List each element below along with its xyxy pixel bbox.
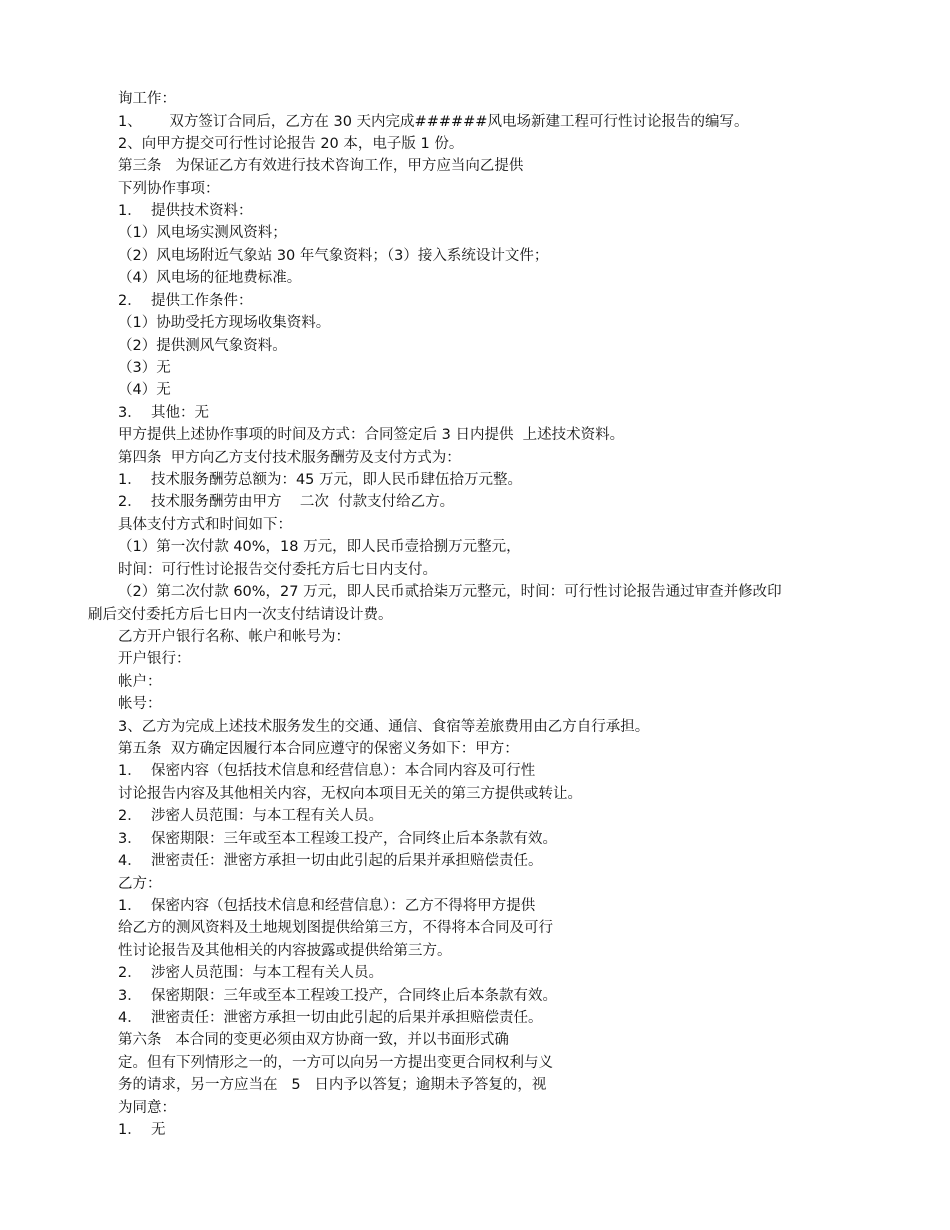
text-line: 甲方提供上述协作事项的时间及方式：合同签定后 3 日内提供 上述技术资料。 [118,427,625,443]
text-line: 帐户： [118,674,162,690]
text-line: （1）风电场实测风资料； [118,225,287,241]
text-line: （2）第二次付款 60%，27 万元，即人民币贰拾柒万元整元，时间：可行性讨论报告通过审查并修改印 [118,584,782,600]
text-line: 第六条 本合同的变更必须由双方协商一致，并以书面形式确 [118,1032,509,1048]
text-line: 1． 技术服务酬劳总额为：45 万元，即人民币肆伍拾万元整。 [118,472,523,488]
text-line: 时间：可行性讨论报告交付委托方后七日内支付。 [118,562,437,578]
text-line: 开户银行： [118,651,191,667]
text-line: 1、 双方签订合同后，乙方在 30 天内完成######风电场新建工程可行性讨论报告的编写。 [118,114,749,130]
text-line: 1． 保密内容（包括技术信息和经营信息）：本合同内容及可行性 [118,763,536,779]
text-line: 定。但有下列情形之一的，一方可以向另一方提出变更合同权利与义 [118,1055,553,1071]
text-line: 帐号： [118,696,162,712]
text-line: （2）风电场附近气象站 30 年气象资料；（3）接入系统设计文件； [118,248,549,264]
text-line: 乙方开户银行名称、帐户和帐号为： [118,629,350,645]
text-line: 4． 泄密责任：泄密方承担一切由此引起的后果并承担赔偿责任。 [118,1010,543,1026]
text-line: 第四条 甲方向乙方支付技术服务酬劳及支付方式为： [118,450,461,466]
text-line: 1． 提供技术资料： [118,203,253,219]
text-line: 下列协作事项： [118,181,220,197]
text-line: 具体支付方式和时间如下： [118,517,292,533]
text-line: 为同意： [118,1100,176,1116]
text-line: （3）无 [118,360,171,376]
text-line: 讨论报告内容及其他相关内容，无权向本项目无关的第三方提供或转让。 [118,786,582,802]
text-line: 4． 泄密责任：泄密方承担一切由此引起的后果并承担赔偿责任。 [118,853,543,869]
text-line: （4）风电场的征地费标准。 [118,270,302,286]
text-line: 3． 保密期限：三年或至本工程竣工投产，合同终止后本条款有效。 [118,988,557,1004]
text-line: 性讨论报告及其他相关的内容披露或提供给第三方。 [118,943,452,959]
text-line: 询工作： [118,91,176,107]
text-line: 3． 保密期限：三年或至本工程竣工投产，合同终止后本条款有效。 [118,831,557,847]
text-line: 第三条 为保证乙方有效进行技术咨询工作，甲方应当向乙提供 [118,158,524,174]
text-line: 2． 涉密人员范围：与本工程有关人员。 [118,965,383,981]
text-line: 3． 其他：无 [118,405,209,421]
text-line: 2、向甲方提交可行性讨论报告 20 本，电子版 1 份。 [118,136,464,152]
text-line: 2． 技术服务酬劳由甲方 二次 付款支付给乙方。 [118,494,455,510]
text-line: 2． 涉密人员范围：与本工程有关人员。 [118,808,383,824]
text-line: 3、乙方为完成上述技术服务发生的交通、通信、食宿等差旅费用由乙方自行承担。 [118,719,650,735]
text-line: 第五条 双方确定因履行本合同应遵守的保密义务如下：甲方： [118,741,519,757]
text-line: 刷后交付委托方后七日内一次支付结请设计费。 [88,607,393,623]
text-line: （2）提供测风气象资料。 [118,338,287,354]
text-line: 乙方： [118,876,162,892]
text-line: 给乙方的测风资料及土地规划图提供给第三方，不得将本合同及可行 [118,920,553,936]
text-line: （1）第一次付款 40%，18 万元，即人民币壹拾捌万元整元， [118,539,521,555]
text-line: （4）无 [118,382,171,398]
text-line: （1）协助受托方现场收集资料。 [118,315,331,331]
text-line: 1． 无 [118,1122,166,1138]
text-line: 1． 保密内容（包括技术信息和经营信息）：乙方不得将甲方提供 [118,898,536,914]
text-line: 务的请求，另一方应当在 5 日内予以答复；逾期未予答复的，视 [118,1077,547,1093]
text-line: 2． 提供工作条件： [118,293,253,309]
